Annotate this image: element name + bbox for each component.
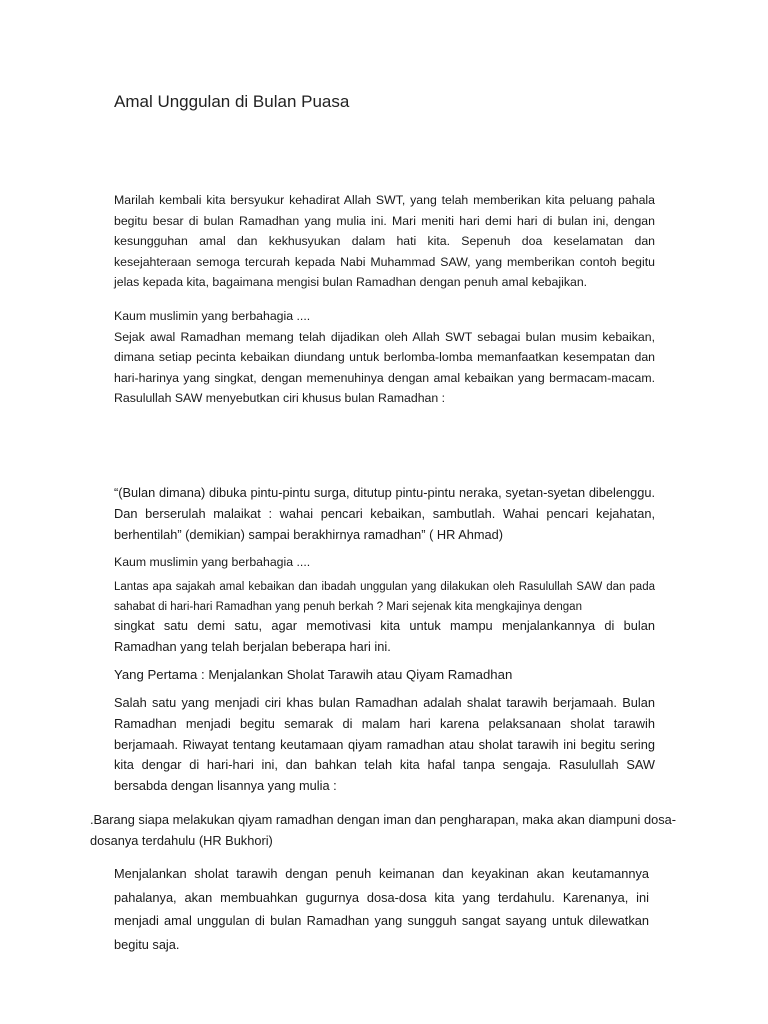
paragraph-amal-intro: Lantas apa sajakah amal kebaikan dan ibadah unggulan yang dilakukan oleh Rasulullah SAW dan pada sahabat di hari-hari Ramadhan yang penuh berkah ? Mari sejenak kita mengkajinya dengan xyxy=(114,581,655,613)
paragraph-amal-intro-continued: singkat satu demi satu, agar memotivasi kita untuk mampu menjalankannya di bulan Ramadhan yang telah berjalan beberapa hari ini. xyxy=(114,618,655,654)
intro-paragraph: Marilah kembali kita bersyukur kehadirat Allah SWT, yang telah memberikan kita peluang pahala begitu besar di bulan Ramadhan yang mulia ini. Mari meniti hari demi hari di bulan ini, dengan kesungguhan amal dan kekhusyukan dalam hati kita. Sepenuh doa keselamatan dan kesejahteraan semoga tercurah kepada Nabi Muhammad SAW, yang memberikan contoh begitu jelas kepada kita, bagaimana mengisi bulan Ramadhan dengan penuh amal kebajikan. xyxy=(114,193,655,289)
document-title: Amal Unggulan di Bulan Puasa xyxy=(114,92,350,111)
section-heading-tarawih: Yang Pertama : Menjalankan Sholat Tarawih atau Qiyam Ramadhan xyxy=(114,667,513,682)
paragraph-tarawih-closing: Menjalankan sholat tarawih dengan penuh keimanan dan keyakinan akan keutamannya pahalanya, akan membuahkan gugurnya dosa-dosa kita yang terdahulu. Karenanya, ini menjadi amal unggulan di bulan Ramadhan yang sungguh sangat sayang untuk dilewatkan begitu saja. xyxy=(114,866,649,952)
paragraph-tarawih: Salah satu yang menjadi ciri khas bulan Ramadhan adalah shalat tarawih berjamaah. Bulan Ramadhan menjadi begitu semarak di malam hari karena pelaksanaan sholat tarawih berjamaah. Riwayat tentang keutamaan qiyam ramadhan atau sholat tarawih ini begitu sering kita dengar di hari-hari ini, dan bahkan telah kita hafal tanpa sengaja. Rasulullah SAW bersabda dengan lisannya yang mulia : xyxy=(114,695,655,794)
greeting-text-2: Kaum muslimin yang berbahagia .... xyxy=(114,555,311,569)
paragraph-ramadhan-season: Sejak awal Ramadhan memang telah dijadikan oleh Allah SWT sebagai bulan musim kebaikan, dimana setiap pecinta kebaikan diundang untuk berlomba-lomba memanfaatkan kesempatan dan hari-harinya yang singkat, dengan memenuhinya dengan amal kebaikan yang bermacam-macam. Rasulullah SAW menyebutkan ciri khusus bulan Ramadhan : xyxy=(114,329,655,405)
hadith-quote-bukhori: .Barang siapa melakukan qiyam ramadhan dengan iman dan pengharapan, maka akan diampuni dosa-dosanya terdahulu (HR Bukhori) xyxy=(90,812,676,848)
paragraph-block-2 xyxy=(114,306,655,409)
greeting-text: Kaum muslimin yang berbahagia .... xyxy=(114,309,311,323)
hadith-quote-ahmad: “(Bulan dimana) dibuka pintu-pintu surga, ditutup pintu-pintu neraka, syetan-syetan dibelenggu. Dan berserulah malaikat : wahai pencari kebaikan, sambutlah. Wahai pencari kejahatan, berhentilah” (demikian) sampai berakhirnya ramadhan” ( HR Ahmad) xyxy=(114,485,655,542)
